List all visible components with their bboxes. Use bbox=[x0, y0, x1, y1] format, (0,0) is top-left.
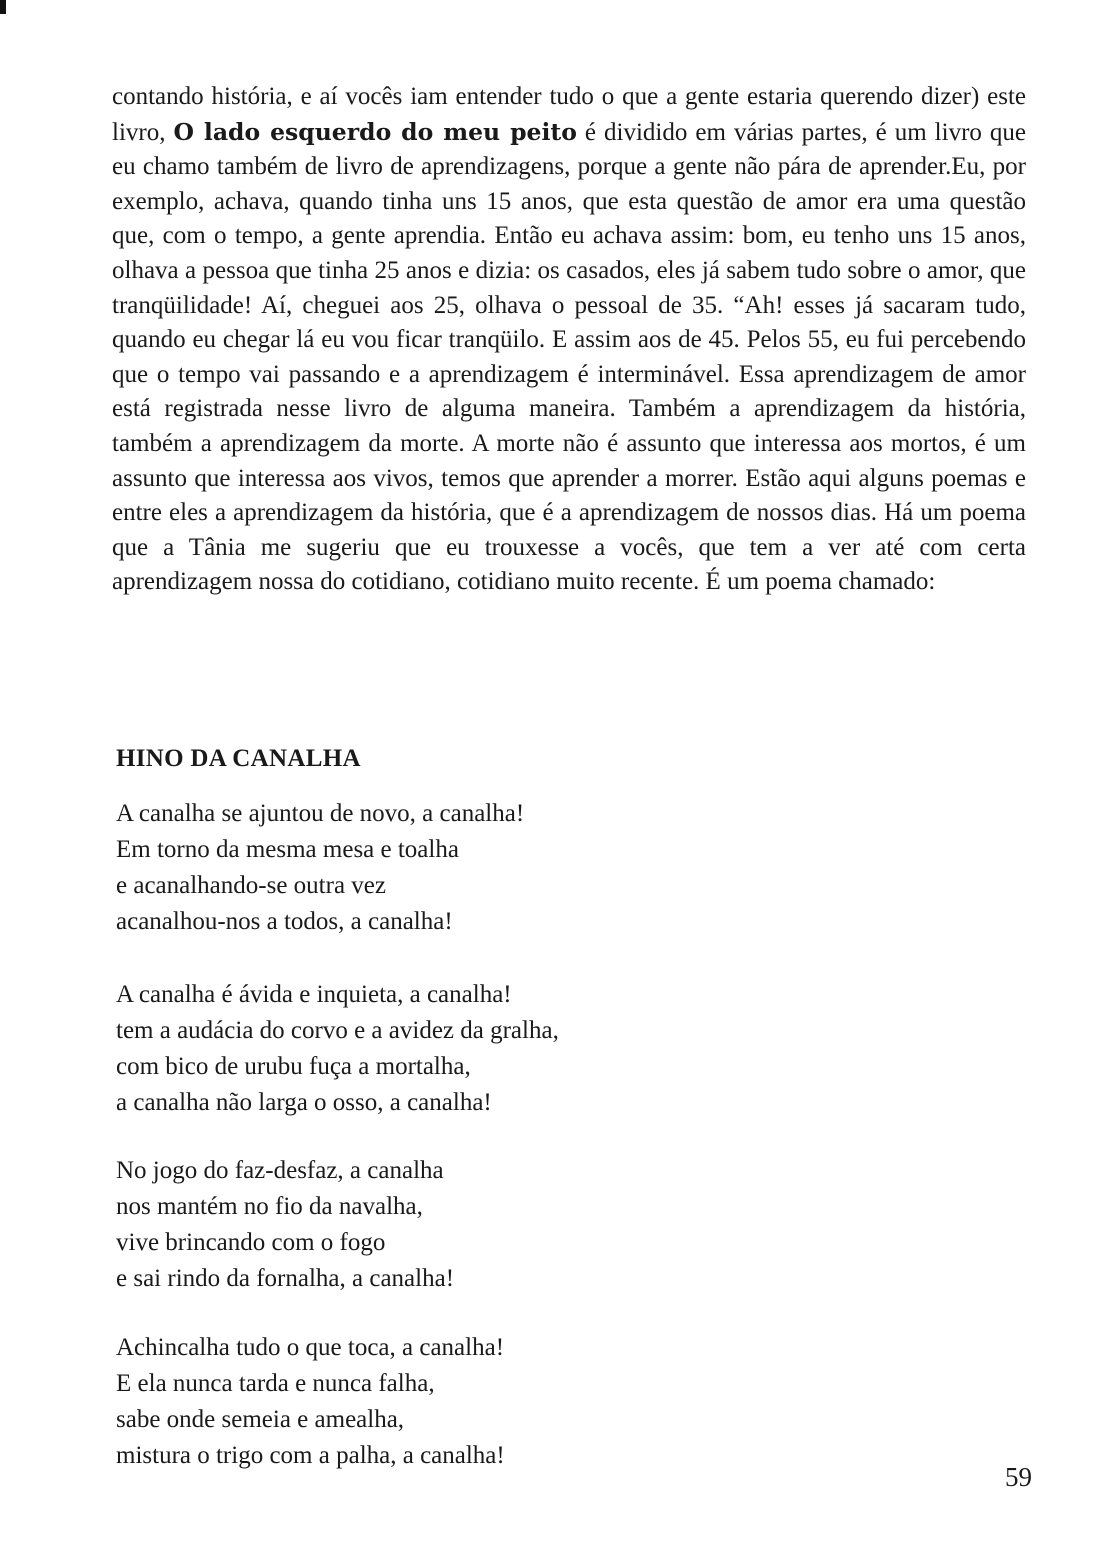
poem-line: mistura o trigo com a palha, a canalha! bbox=[116, 1442, 505, 1469]
poem-line: tem a audácia do corvo e a avidez da gralha, bbox=[116, 1017, 559, 1044]
book-title: O lado esquerdo do meu peito bbox=[173, 117, 577, 146]
body-paragraph bbox=[112, 80, 1026, 600]
poem-line: A canalha é ávida e inquieta, a canalha! bbox=[116, 981, 512, 1008]
poem-line: sabe onde semeia e amealha, bbox=[116, 1406, 405, 1433]
poem-line: Achincalha tudo o que toca, a canalha! bbox=[116, 1334, 505, 1361]
poem-line: A canalha se ajuntou de novo, a canalha! bbox=[116, 800, 525, 827]
scan-edge-mark bbox=[0, 0, 6, 14]
poem-line: Em torno da mesma mesa e toalha bbox=[116, 836, 459, 863]
poem-line: acanalhou-nos a todos, a canalha! bbox=[116, 908, 453, 935]
poem-line: e acanalhando-se outra vez bbox=[116, 872, 386, 899]
poem-line: com bico de urubu fuça a mortalha, bbox=[116, 1053, 471, 1080]
poem-line: E ela nunca tarda e nunca falha, bbox=[116, 1370, 435, 1397]
poem-line: No jogo do faz-desfaz, a canalha bbox=[116, 1157, 444, 1184]
page-number: 59 bbox=[1005, 1462, 1032, 1492]
poem-stanza-4 bbox=[116, 1330, 505, 1474]
poem-line: nos mantém no fio da navalha, bbox=[116, 1193, 423, 1220]
poem-line: e sai rindo da fornalha, a canalha! bbox=[116, 1265, 455, 1292]
poem-line: vive brincando com o fogo bbox=[116, 1229, 386, 1256]
poem-stanza-2 bbox=[116, 977, 559, 1121]
poem-title: HINO DA CANALHA bbox=[116, 745, 361, 772]
poem-stanza-3 bbox=[116, 1153, 454, 1297]
poem-stanza-1 bbox=[116, 796, 524, 940]
paragraph-text-start: contando história, e aí vocês iam entender tudo o que a gente estaria querendo dizer) este livro, bbox=[112, 83, 1026, 146]
poem-line: a canalha não larga o osso, a canalha! bbox=[116, 1089, 492, 1116]
paragraph-text-end: é dividido em várias partes, é um livro que eu chamo também de livro de aprendizagens, porque a gente não pára de aprender.Eu, por exemplo, achava, quando tinha uns 15 anos, que esta questão de amor era uma questão que, com o tempo, a gente aprendia. Então eu achava assim: bom, eu tenho uns 15 anos, olhava a pessoa que tinha 25 anos e dizia: os casados, eles já sabem tudo sobre o amor, que tranqüilidade! Aí, cheguei aos 25, olhava o pessoal de 35. “Ah! esses já sacaram tudo, quando eu chegar lá eu vou ficar tranqüilo. E assim aos de 45. Pelos 55, eu fui percebendo que o tempo vai passando e a aprendizagem é interminável. Essa aprendizagem de amor está registrada nesse livro de alguma maneira. Também a aprendizagem da história, também a aprendizagem da morte. A morte não é assunto que interessa aos mortos, é um assunto que interessa aos vivos, temos que aprender a morrer. Estão aqui alguns poemas e entre eles a aprendizagem da história, que é a aprendizagem de nossos dias. Há um poema que a Tânia me sugeriu que eu trouxesse a vocês, que tem a ver até com certa aprendizagem nossa do cotidiano, cotidiano muito recente. É um poema chamado: bbox=[112, 118, 1026, 596]
